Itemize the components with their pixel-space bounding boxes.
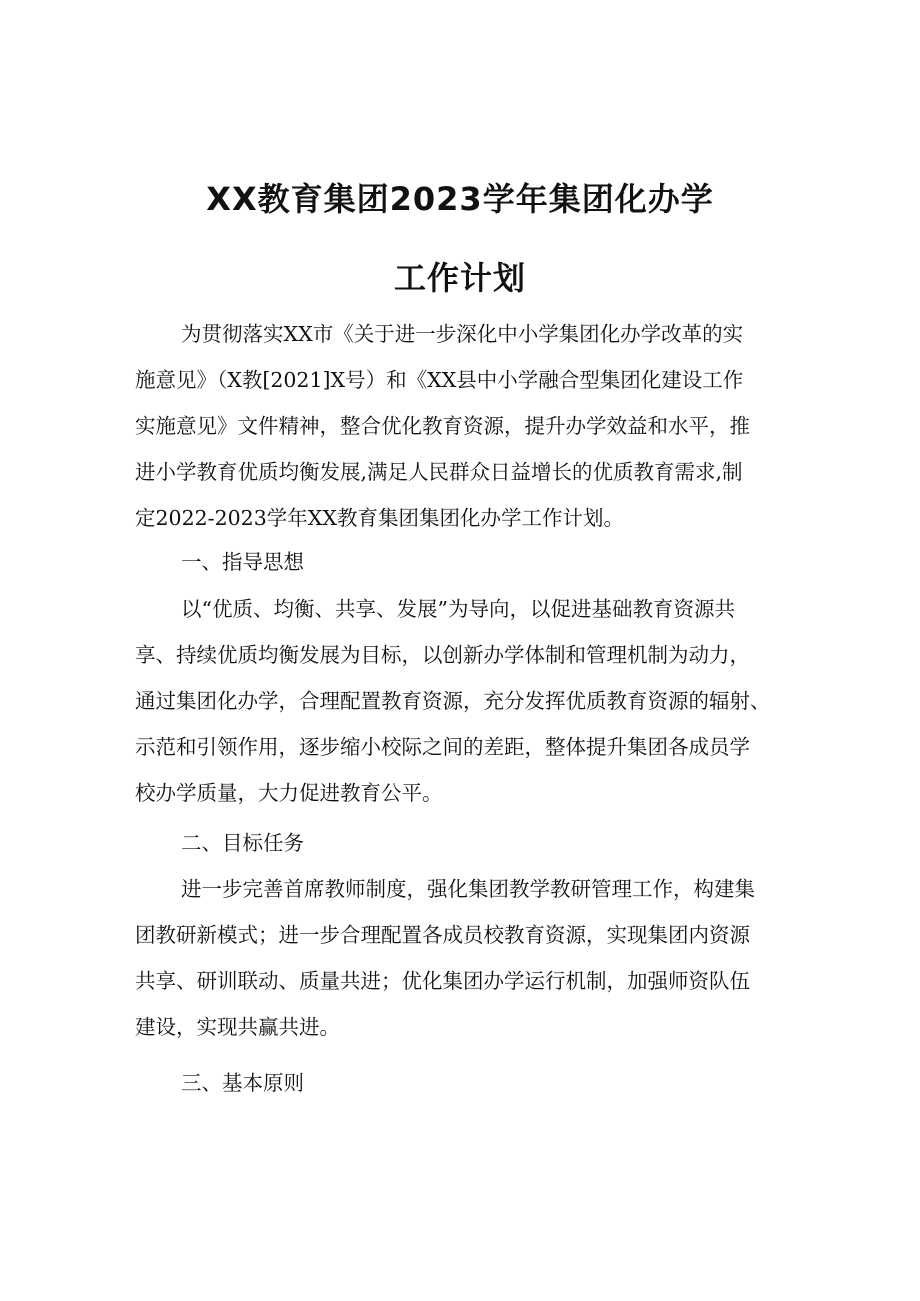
paragraph-line: 团教研新模式；进一步合理配置各成员校教育资源，实现集团内资源 [135, 923, 750, 947]
paragraph-line: 为贯彻落实XX市《关于进一步深化中小学集团化办学改革的实 [181, 322, 744, 346]
paragraph-line: 定2022-2023学年XX教育集团集团化办学工作计划。 [135, 506, 624, 530]
section2-paragraph [135, 866, 790, 1050]
paragraph-line: 通过集团化办学，合理配置教育资源，充分发挥优质教育资源的辐射、 [135, 689, 771, 713]
document-title-line1: XX教育集团2023学年集团化办学 [206, 180, 714, 218]
section-heading-guiding-ideology: 一、指导思想 [181, 550, 304, 574]
paragraph-line: 校办学质量，大力促进教育公平。 [135, 781, 443, 805]
section-heading-basic-principles: 三、基本原则 [181, 1071, 304, 1095]
intro-paragraph [135, 311, 790, 541]
paragraph-line: 示范和引领作用，逐步缩小校际之间的差距，整体提升集团各成员学 [135, 735, 750, 759]
document-title-line2: 工作计划 [393, 259, 526, 297]
paragraph-line: 进小学教育优质均衡发展,满足人民群众日益增长的优质教育需求,制 [135, 460, 743, 484]
section-heading-goals-tasks: 二、目标任务 [181, 831, 304, 855]
paragraph-line: 建设，实现共赢共进。 [135, 1015, 340, 1039]
paragraph-line: 实施意见》文件精神，整合优化教育资源，提升办学效益和水平，推 [135, 414, 750, 438]
paragraph-line: 以“优质、均衡、共享、发展”为导向，以促进基础教育资源共 [181, 597, 735, 621]
paragraph-line: 共享、研训联动、质量共进；优化集团办学运行机制，加强师资队伍 [135, 969, 750, 993]
paragraph-line: 施意见》（X教[2021]X号）和《XX县中小学融合型集团化建设工作 [135, 368, 744, 392]
paragraph-line: 享、持续优质均衡发展为目标，以创新办学体制和管理机制为动力， [135, 643, 750, 667]
section1-paragraph [135, 586, 790, 816]
paragraph-line: 进一步完善首席教师制度，强化集团教学教研管理工作，构建集 [181, 877, 755, 901]
